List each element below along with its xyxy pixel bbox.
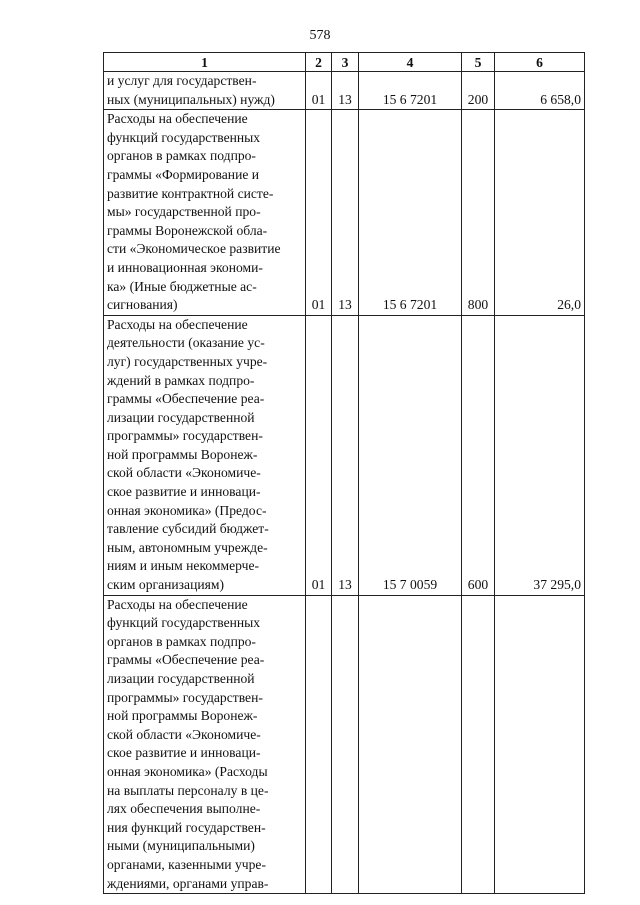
column-header-5: 5 <box>462 53 495 72</box>
description-line: луг) государственных учре- <box>107 353 268 369</box>
description-line: и услуг для государствен- <box>107 73 257 88</box>
subsection-code <box>332 595 359 894</box>
description-line: ным, автономным учрежде- <box>107 539 268 555</box>
target-article-code: 15 6 7201 <box>359 110 462 316</box>
column-header-6: 6 <box>495 53 585 72</box>
description-line: функций государственных <box>107 615 261 631</box>
row-description <box>104 72 306 110</box>
section-code: 01 <box>306 110 332 316</box>
description-line: ниям и иным некоммерче- <box>107 558 260 574</box>
description-line: программы» государствен- <box>107 428 263 444</box>
description-line: граммы «Обеспечение реа- <box>107 652 265 668</box>
description-line: сти «Экономическое развитие <box>107 241 281 257</box>
row-description <box>104 110 306 316</box>
description-line: ской области «Экономиче- <box>107 726 261 742</box>
description-line: органов в рамках подпро- <box>107 148 256 164</box>
description-line: ское развитие и инноваци- <box>107 484 261 500</box>
description-line: Расходы на обеспечение <box>107 596 248 612</box>
subsection-code: 13 <box>332 72 359 110</box>
description-line: онная экономика» (Расходы <box>107 763 268 779</box>
expense-type-code <box>462 595 495 894</box>
description-line: ское развитие и инноваци- <box>107 745 261 761</box>
description-line: органами, казенными учре- <box>107 856 266 872</box>
description-line: граммы «Обеспечение реа- <box>107 391 265 407</box>
description-line: ных (муниципальных) нужд) <box>107 91 275 107</box>
amount-value: 26,0 <box>495 110 585 316</box>
description-line: ской области «Экономиче- <box>107 465 261 481</box>
description-line: ной программы Воронеж- <box>107 708 258 724</box>
table-row <box>104 110 585 316</box>
table-row <box>104 595 585 894</box>
amount-value: 6 658,0 <box>495 72 585 110</box>
expense-type-code: 200 <box>462 72 495 110</box>
description-line: сигнования) <box>107 297 178 313</box>
section-code: 01 <box>306 72 332 110</box>
description-line: на выплаты персоналу в це- <box>107 782 269 798</box>
header-row <box>104 53 585 72</box>
description-line: ским организациям) <box>107 577 225 593</box>
description-line: мы» государственной про- <box>107 204 261 220</box>
description-line: граммы «Формирование и <box>107 166 260 182</box>
section-code: 01 <box>306 315 332 595</box>
description-line: ждений в рамках подпро- <box>107 372 255 388</box>
expense-type-code: 800 <box>462 110 495 316</box>
description-line: онная экономика» (Предос- <box>107 502 267 518</box>
row-description <box>104 595 306 894</box>
table-row <box>104 315 585 595</box>
subsection-code: 13 <box>332 110 359 316</box>
description-line: деятельности (оказание ус- <box>107 335 265 351</box>
description-line: лях обеспечения выполне- <box>107 801 261 817</box>
description-line: органов в рамках подпро- <box>107 633 256 649</box>
subsection-code: 13 <box>332 315 359 595</box>
amount-value: 37 295,0 <box>495 315 585 595</box>
description-line: функций государственных <box>107 129 261 145</box>
description-line: ка» (Иные бюджетные ас- <box>107 278 257 294</box>
row-description <box>104 315 306 595</box>
column-header-1: 1 <box>104 53 306 72</box>
budget-table <box>103 52 585 894</box>
page-number: 578 <box>309 28 331 43</box>
description-line: ждениями, органами управ- <box>107 875 269 891</box>
column-header-3: 3 <box>332 53 359 72</box>
column-header-4: 4 <box>359 53 462 72</box>
description-line: граммы Воронежской обла- <box>107 222 268 238</box>
description-line: и инновационная экономи- <box>107 259 263 275</box>
amount-value <box>495 595 585 894</box>
description-line: Расходы на обеспечение <box>107 111 248 127</box>
section-code <box>306 595 332 894</box>
description-line: развитие контрактной систе- <box>107 185 274 201</box>
target-article-code <box>359 595 462 894</box>
description-line: ной программы Воронеж- <box>107 446 258 462</box>
description-line: ными (муниципальными) <box>107 838 255 854</box>
description-line: лизации государственной <box>107 671 255 686</box>
expense-type-code: 600 <box>462 315 495 595</box>
target-article-code: 15 7 0059 <box>359 315 462 595</box>
column-header-2: 2 <box>306 53 332 72</box>
description-line: программы» государствен- <box>107 689 263 705</box>
description-line: лизации государственной <box>107 409 255 425</box>
table-row <box>104 72 585 110</box>
description-line: ния функций государствен- <box>107 819 266 835</box>
description-line: тавление субсидий бюджет- <box>107 521 269 537</box>
description-line: Расходы на обеспечение <box>107 316 248 332</box>
target-article-code: 15 6 7201 <box>359 72 462 110</box>
